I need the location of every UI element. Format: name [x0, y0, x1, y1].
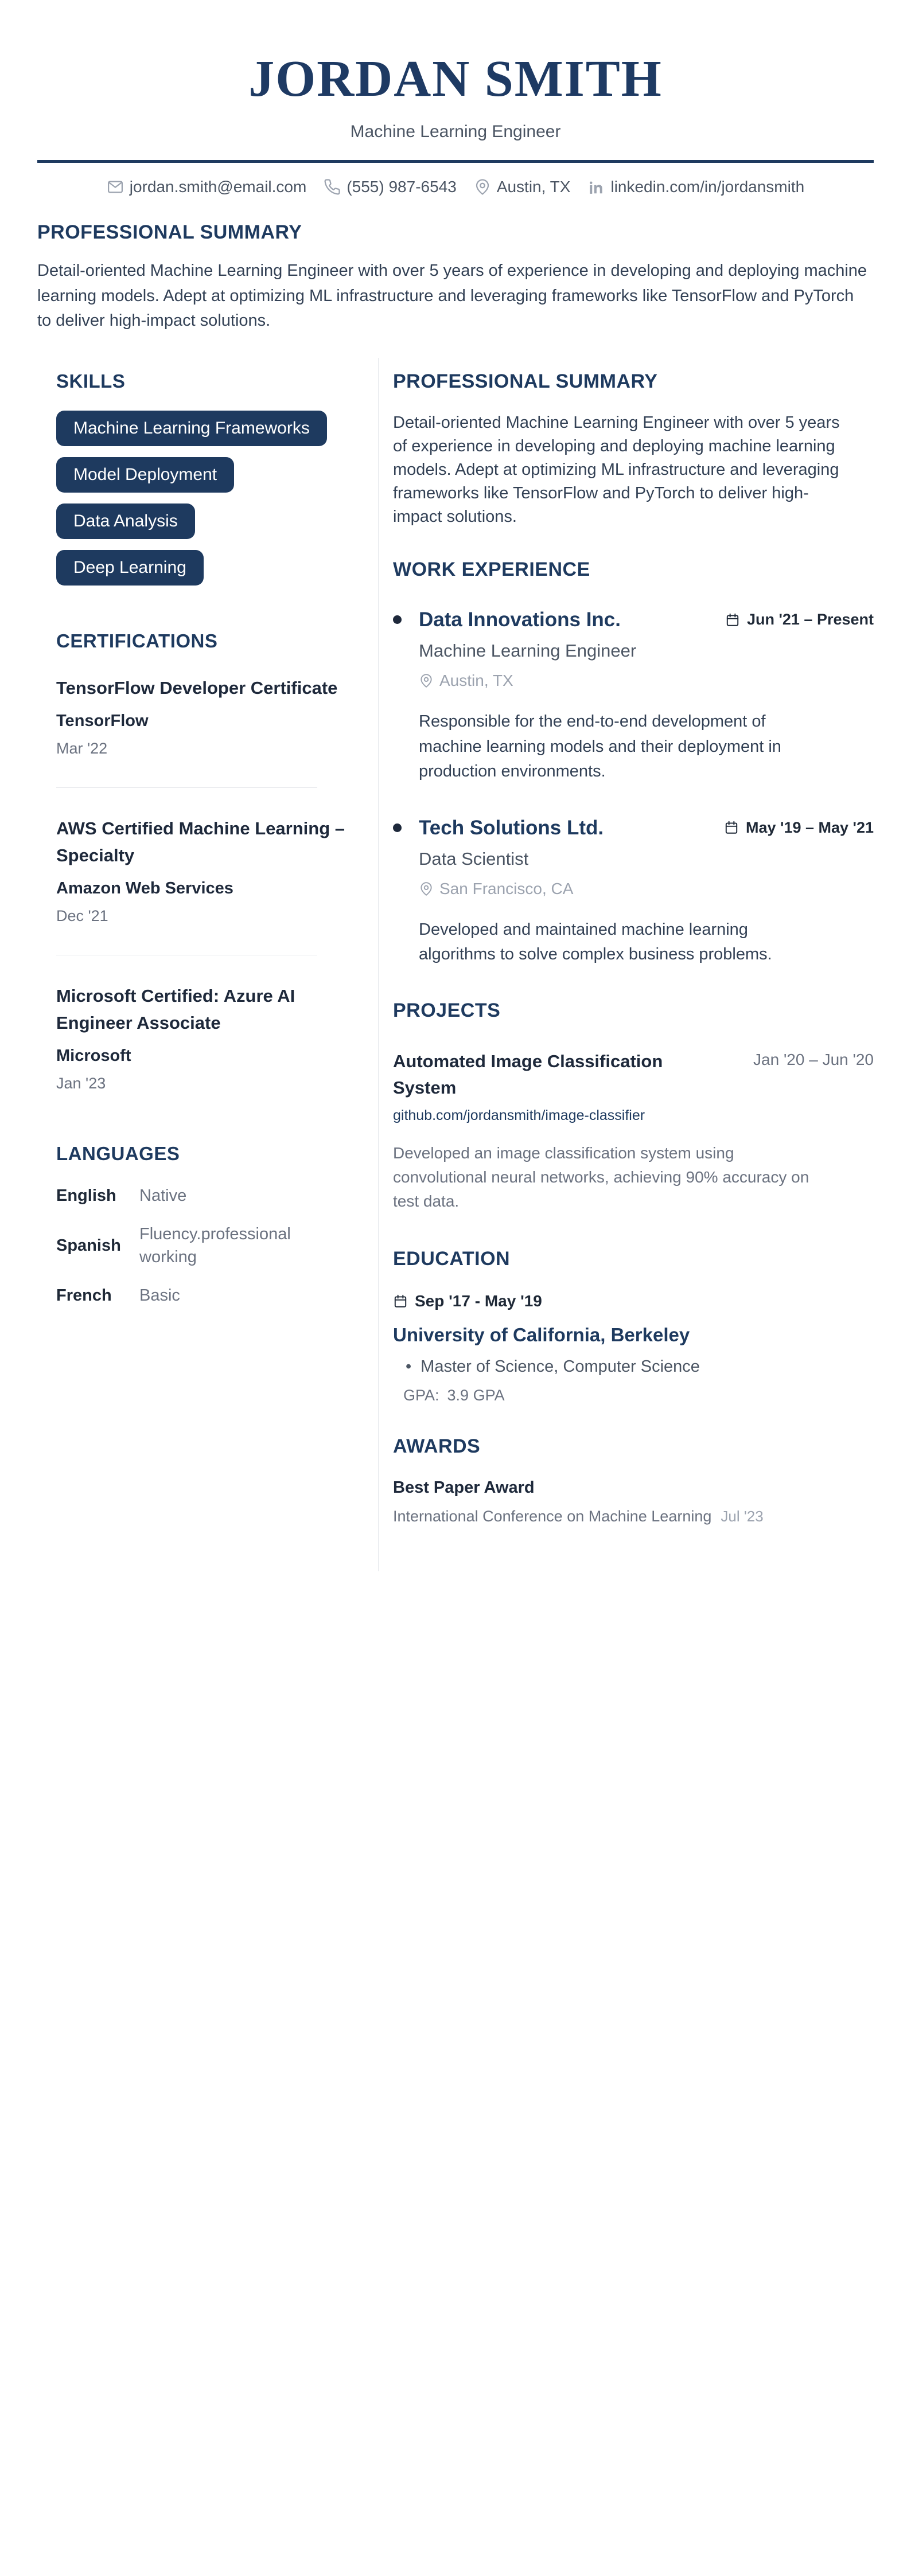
skill-pill: Model Deployment: [56, 457, 234, 493]
project-link[interactable]: github.com/jordansmith/image-classifier: [393, 1107, 645, 1123]
work-entry: [393, 608, 874, 784]
education-gpa: [403, 1387, 874, 1404]
project-header: [393, 1048, 874, 1102]
skills-list: [56, 411, 355, 586]
certification-title: AWS Certified Machine Learning – Specialty: [56, 818, 345, 865]
contact-row: [37, 178, 874, 196]
location-pin-icon: [419, 673, 434, 688]
header-divider: [37, 160, 874, 163]
contact-linkedin: [587, 178, 804, 196]
work-location-text: Austin, TX: [439, 672, 513, 690]
language-name: English: [56, 1186, 116, 1205]
phone-icon: [324, 178, 341, 196]
work-company: Data Innovations Inc.: [419, 608, 621, 631]
education-degree: • Master of Science, Computer Science: [406, 1357, 874, 1376]
summary-section: [393, 370, 874, 529]
language-row: [56, 1284, 355, 1307]
language-row: [56, 1223, 355, 1269]
calendar-icon: [393, 1294, 408, 1309]
skills-heading: SKILLS: [56, 370, 126, 392]
award-item: [393, 1478, 874, 1525]
work-location: [419, 672, 874, 690]
education-school: University of California, Berkeley: [393, 1324, 690, 1345]
education-heading: EDUCATION: [393, 1247, 511, 1270]
certification-title: TensorFlow Developer Certificate: [56, 677, 338, 698]
project-title: Automated Image Classification System: [393, 1051, 663, 1098]
work-entry-header: [419, 608, 874, 631]
main-column: [379, 358, 874, 1571]
award-issuer: International Conference on Machine Learning: [393, 1507, 712, 1525]
resume-header: [37, 50, 874, 196]
calendar-icon: [725, 612, 740, 627]
summary-text: Detail-oriented Machine Learning Engineer with over 5 years of experience in developing and deploying machine learning models. Adept at optimizing ML infrastructure and leveraging frameworks like TensorFlow and PyTorch to deliver high-impact solutions.: [393, 413, 840, 526]
person-job-title: Machine Learning Engineer: [350, 122, 561, 141]
education-section: [393, 1248, 874, 1404]
contact-location-text: Austin, TX: [496, 178, 571, 196]
location-pin-icon: [419, 881, 434, 896]
certification-issuer: Amazon Web Services: [56, 879, 233, 897]
awards-heading: AWARDS: [393, 1435, 481, 1457]
gpa-label: GPA:: [403, 1386, 439, 1404]
language-level: Fluency.professional working: [139, 1224, 291, 1267]
skill-pill: Machine Learning Frameworks: [56, 411, 327, 446]
certification-date: Dec '21: [56, 907, 108, 924]
project-dates: Jan '20 – Jun '20: [753, 1050, 874, 1068]
top-summary-text: Detail-oriented Machine Learning Engineer with over 5 years of experience in developing and deploying machine learning models. Adept at optimizing ML infrastructure and leveraging frameworks like TensorFlow and PyTorch to deliver high-impact solutions.: [37, 261, 867, 330]
language-name: Spanish: [56, 1236, 121, 1255]
certifications-heading: CERTIFICATIONS: [56, 630, 218, 651]
languages-section: [56, 1143, 355, 1307]
work-location: [419, 880, 874, 898]
work-experience-heading: WORK EXPERIENCE: [393, 559, 590, 581]
contact-email: [107, 178, 307, 196]
top-summary-section: [37, 221, 874, 334]
skill-pill: Deep Learning: [56, 550, 204, 586]
certification-item: [56, 675, 355, 758]
contact-email-text: jordan.smith@email.com: [129, 178, 307, 196]
entry-bullet-dot: [393, 615, 402, 624]
work-dates-text: Jun '21 – Present: [746, 611, 874, 629]
contact-phone-text: (555) 987-6543: [347, 178, 457, 196]
certification-title: Microsoft Certified: Azure AI Engineer Associate: [56, 986, 295, 1033]
gpa-value: 3.9 GPA: [447, 1386, 505, 1404]
work-description: Responsible for the end-to-end development of machine learning models and their deployment in production environments.: [419, 712, 781, 781]
summary-heading: PROFESSIONAL SUMMARY: [393, 370, 658, 392]
language-name: French: [56, 1286, 112, 1305]
certification-item: [56, 983, 355, 1092]
awards-section: [393, 1435, 874, 1525]
project-description: Developed an image classification system using convolutional neural networks, achieving 90% accuracy on test data.: [393, 1143, 809, 1210]
project-item: [393, 1048, 874, 1213]
work-entry: [393, 817, 874, 967]
projects-heading: PROJECTS: [393, 999, 501, 1021]
certification-item: [56, 815, 355, 925]
certification-divider: [56, 787, 317, 788]
contact-location: [474, 178, 571, 196]
top-summary-heading: PROFESSIONAL SUMMARY: [37, 221, 302, 243]
languages-heading: LANGUAGES: [56, 1143, 180, 1164]
work-description: Developed and maintained machine learning algorithms to solve complex business problems.: [419, 920, 772, 964]
skill-pill: Data Analysis: [56, 504, 195, 539]
contact-linkedin-text: linkedin.com/in/jordansmith: [610, 178, 805, 196]
award-date: Jul '23: [721, 1507, 764, 1525]
work-location-text: San Francisco, CA: [439, 879, 574, 897]
award-meta: [393, 1508, 874, 1525]
education-dates: [393, 1292, 874, 1310]
person-name: JORDAN SMITH: [248, 50, 663, 107]
language-level: Native: [139, 1186, 187, 1205]
award-title: Best Paper Award: [393, 1478, 535, 1497]
language-level: Basic: [139, 1286, 180, 1305]
work-dates-text: May '19 – May '21: [746, 818, 874, 836]
sidebar: [37, 358, 379, 1571]
work-experience-section: [393, 559, 874, 967]
skills-section: [56, 370, 355, 586]
work-entry-header: [419, 817, 874, 840]
entry-bullet-dot: [393, 823, 402, 832]
calendar-icon: [724, 820, 739, 835]
contact-phone: [324, 178, 456, 196]
columns: [37, 358, 874, 1571]
education-dates-text: Sep '17 - May '19: [415, 1291, 542, 1310]
certification-issuer: Microsoft: [56, 1047, 131, 1065]
email-icon: [107, 178, 124, 196]
linkedin-icon: [587, 178, 605, 196]
work-dates: [724, 817, 874, 837]
projects-section: [393, 1000, 874, 1213]
language-row: [56, 1184, 355, 1208]
certification-date: Mar '22: [56, 740, 108, 757]
work-role: Data Scientist: [419, 848, 529, 869]
work-company: Tech Solutions Ltd.: [419, 816, 604, 839]
certification-issuer: TensorFlow: [56, 712, 149, 730]
certifications-section: [56, 630, 355, 1093]
work-dates: [725, 608, 874, 629]
location-pin-icon: [474, 178, 491, 196]
languages-list: [56, 1184, 355, 1307]
work-role: Machine Learning Engineer: [419, 641, 637, 661]
certification-date: Jan '23: [56, 1075, 106, 1092]
